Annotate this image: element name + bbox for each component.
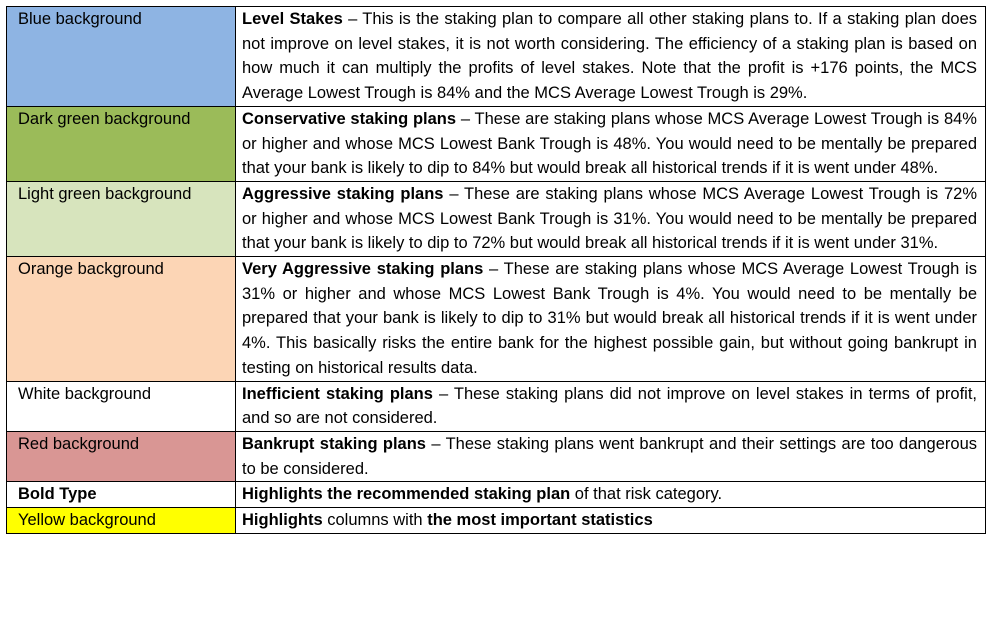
legend-description-cell [236,181,986,256]
legend-label-cell [7,106,236,181]
legend-description-cell [236,106,986,181]
legend-label: Yellow background [18,511,156,530]
legend-title: Conservative staking plans [242,109,457,128]
legend-description-cell [236,7,986,107]
legend-description-cell [236,257,986,382]
legend-title: Inefficient staking plans [242,384,433,403]
legend-label-cell [7,381,236,431]
legend-label-cell [7,508,236,534]
legend-title: Very Aggressive staking plans [242,260,484,279]
legend-description-cell [236,508,986,534]
legend-description: of that risk category. [570,485,723,504]
legend-description-cell [236,431,986,481]
legend-label: Dark green background [18,109,191,128]
legend-label: Orange background [18,260,164,279]
legend-row-blue [7,7,986,107]
legend-description-bold: Highlights the recommended staking plan [242,485,571,504]
legend-label-cell [7,482,236,508]
legend-label: White background [18,384,151,403]
legend-row-yellow [7,508,986,534]
legend-label: Light green background [18,184,192,203]
legend-label-cell [7,181,236,256]
legend-label: Red background [18,434,140,453]
legend-description: – These are staking plans whose MCS Average Lowest Trough is 31% or higher and whose MCS Lowest Bank Trough is 4%. You would need to be mentally be prepared that your bank is likely to dip to 31% but would break all historical trends if it is went under 4%. This basically risks the entire bank for the highest possible gain, but without going bankrupt in testing on historical results data. [242,260,977,377]
legend-description: – These staking plans did not improve on level stakes in terms of profit, and so are not considered. [242,384,977,428]
legend-label-cell [7,431,236,481]
legend-description: – These are staking plans whose MCS Average Lowest Trough is 72% or higher and whose MCS Lowest Bank Trough is 31%. You would need to be mentally be prepared that your bank is likely to dip to 72% but would break all historical trends if it is went under 31%. [242,184,977,253]
legend-title: Level Stakes [242,10,343,28]
legend-title: Aggressive staking plans [242,184,444,203]
legend-row-red [7,431,986,481]
legend-description-cell [236,381,986,431]
staking-plan-legend-table [6,6,986,534]
legend-label-cell [7,7,236,107]
legend-description: columns with [322,511,428,530]
legend-description-cell [236,482,986,508]
legend-title: Bankrupt staking plans [242,434,426,453]
legend-label: Blue background [18,10,142,28]
legend-row-dark-green [7,106,986,181]
legend-description: – These staking plans went bankrupt and their settings are too dangerous to be considered. [242,434,978,478]
legend-row-orange [7,257,986,382]
legend-row-bold-type [7,482,986,508]
legend-row-white [7,381,986,431]
legend-row-light-green [7,181,986,256]
legend-description-bold: the most important statistics [427,511,653,530]
legend-description-bold: Highlights [242,511,323,530]
legend-description: – These are staking plans whose MCS Average Lowest Trough is 84% or higher and whose MCS Lowest Bank Trough is 48%. You would need to be mentally be prepared that your bank is likely to dip to 84% but would break all historical trends if it is went under 48%. [242,109,977,178]
legend-label-cell [7,257,236,382]
legend-label: Bold Type [18,485,97,504]
legend-description: – This is the staking plan to compare all other staking plans to. If a staking plan does not improve on level stakes, it is not worth considering. The efficiency of a staking plan is based on how much it can multiply the profits of level stakes. Note that the profit is +176 points, the MCS Average Lowest Trough is 84% and the MCS Average Lowest Trough is 29%. [242,10,978,103]
